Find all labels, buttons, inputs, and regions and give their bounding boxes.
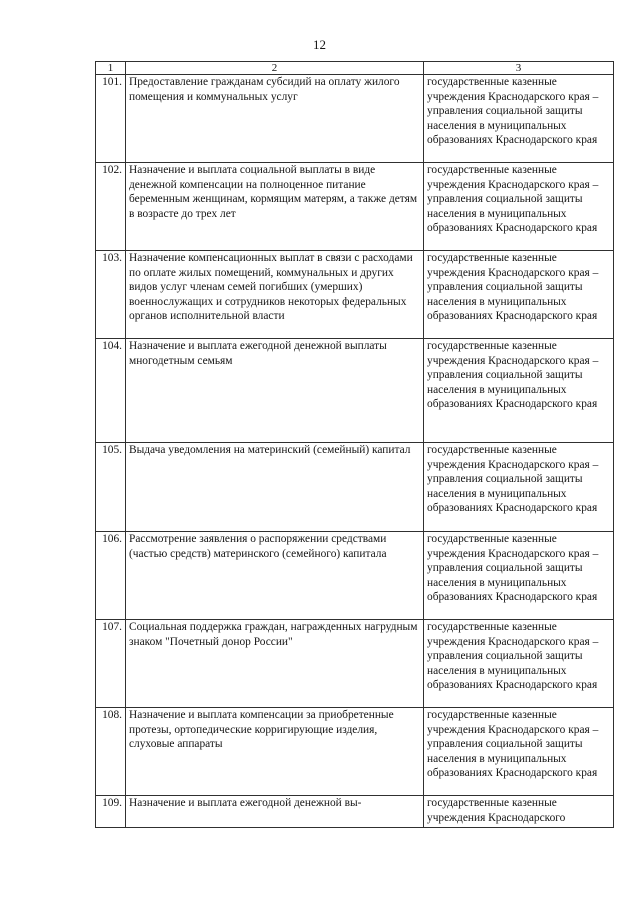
table-row xyxy=(96,796,614,828)
page-number: 12 xyxy=(313,37,326,52)
service-description: Назначение и выплата социальной выплаты в виде денежной компенсации на полноценное питание беременным женщинам, кормящим матерям, а также детям в возрасте до трех лет xyxy=(126,163,424,251)
table-row xyxy=(96,708,614,796)
column-header-1: 1 xyxy=(96,62,126,75)
services-table xyxy=(95,61,614,828)
responsible-organization: государственные казенные учреждения Краснодарского края – управления социальной защиты населения в муниципальных образованиях Краснодарского края xyxy=(424,708,614,796)
row-number: 104. xyxy=(96,339,126,443)
responsible-organization: государственные казенные учреждения Краснодарского xyxy=(424,796,614,828)
table-row xyxy=(96,620,614,708)
responsible-organization: государственные казенные учреждения Краснодарского края – управления социальной защиты населения в муниципальных образованиях Краснодарского края xyxy=(424,532,614,620)
table-row xyxy=(96,251,614,339)
service-description: Назначение и выплата компенсации за приобретенные протезы, ортопедические корригирующие изделия, слуховые аппараты xyxy=(126,708,424,796)
column-header-2: 2 xyxy=(126,62,424,75)
table-row xyxy=(96,163,614,251)
service-description: Назначение и выплата ежегодной денежной вы- xyxy=(126,796,424,828)
service-description: Выдача уведомления на материнский (семейный) капитал xyxy=(126,443,424,532)
table-row xyxy=(96,75,614,163)
table-row xyxy=(96,532,614,620)
row-number: 102. xyxy=(96,163,126,251)
responsible-organization: государственные казенные учреждения Краснодарского края – управления социальной защиты населения в муниципальных образованиях Краснодарского края xyxy=(424,620,614,708)
responsible-organization: государственные казенные учреждения Краснодарского края – управления социальной защиты населения в муниципальных образованиях Краснодарского края xyxy=(424,75,614,163)
responsible-organization: государственные казенные учреждения Краснодарского края – управления социальной защиты населения в муниципальных образованиях Краснодарского края xyxy=(424,163,614,251)
table-row xyxy=(96,443,614,532)
row-number: 106. xyxy=(96,532,126,620)
row-number: 103. xyxy=(96,251,126,339)
responsible-organization: государственные казенные учреждения Краснодарского края – управления социальной защиты населения в муниципальных образованиях Краснодарского края xyxy=(424,251,614,339)
service-description: Предоставление гражданам субсидий на оплату жилого помещения и коммунальных услуг xyxy=(126,75,424,163)
column-header-3: 3 xyxy=(424,62,614,75)
service-description: Социальная поддержка граждан, награжденных нагрудным знаком "Почетный донор России" xyxy=(126,620,424,708)
table-header-row xyxy=(96,62,614,75)
responsible-organization: государственные казенные учреждения Краснодарского края – управления социальной защиты населения в муниципальных образованиях Краснодарского края xyxy=(424,443,614,532)
row-number: 107. xyxy=(96,620,126,708)
service-description: Назначение компенсационных выплат в связи с расходами по оплате жилых помещений, коммунальных и других видов услуг членам семей погибших (умерших) военнослужащих и сотрудников некоторых федеральных органов исполнительной власти xyxy=(126,251,424,339)
service-description: Назначение и выплата ежегодной денежной выплаты многодетным семьям xyxy=(126,339,424,443)
row-number: 108. xyxy=(96,708,126,796)
responsible-organization: государственные казенные учреждения Краснодарского края – управления социальной защиты населения в муниципальных образованиях Краснодарского края xyxy=(424,339,614,443)
row-number: 105. xyxy=(96,443,126,532)
service-description: Рассмотрение заявления о распоряжении средствами (частью средств) материнского (семейного) капитала xyxy=(126,532,424,620)
row-number: 101. xyxy=(96,75,126,163)
table-row xyxy=(96,339,614,443)
row-number: 109. xyxy=(96,796,126,828)
